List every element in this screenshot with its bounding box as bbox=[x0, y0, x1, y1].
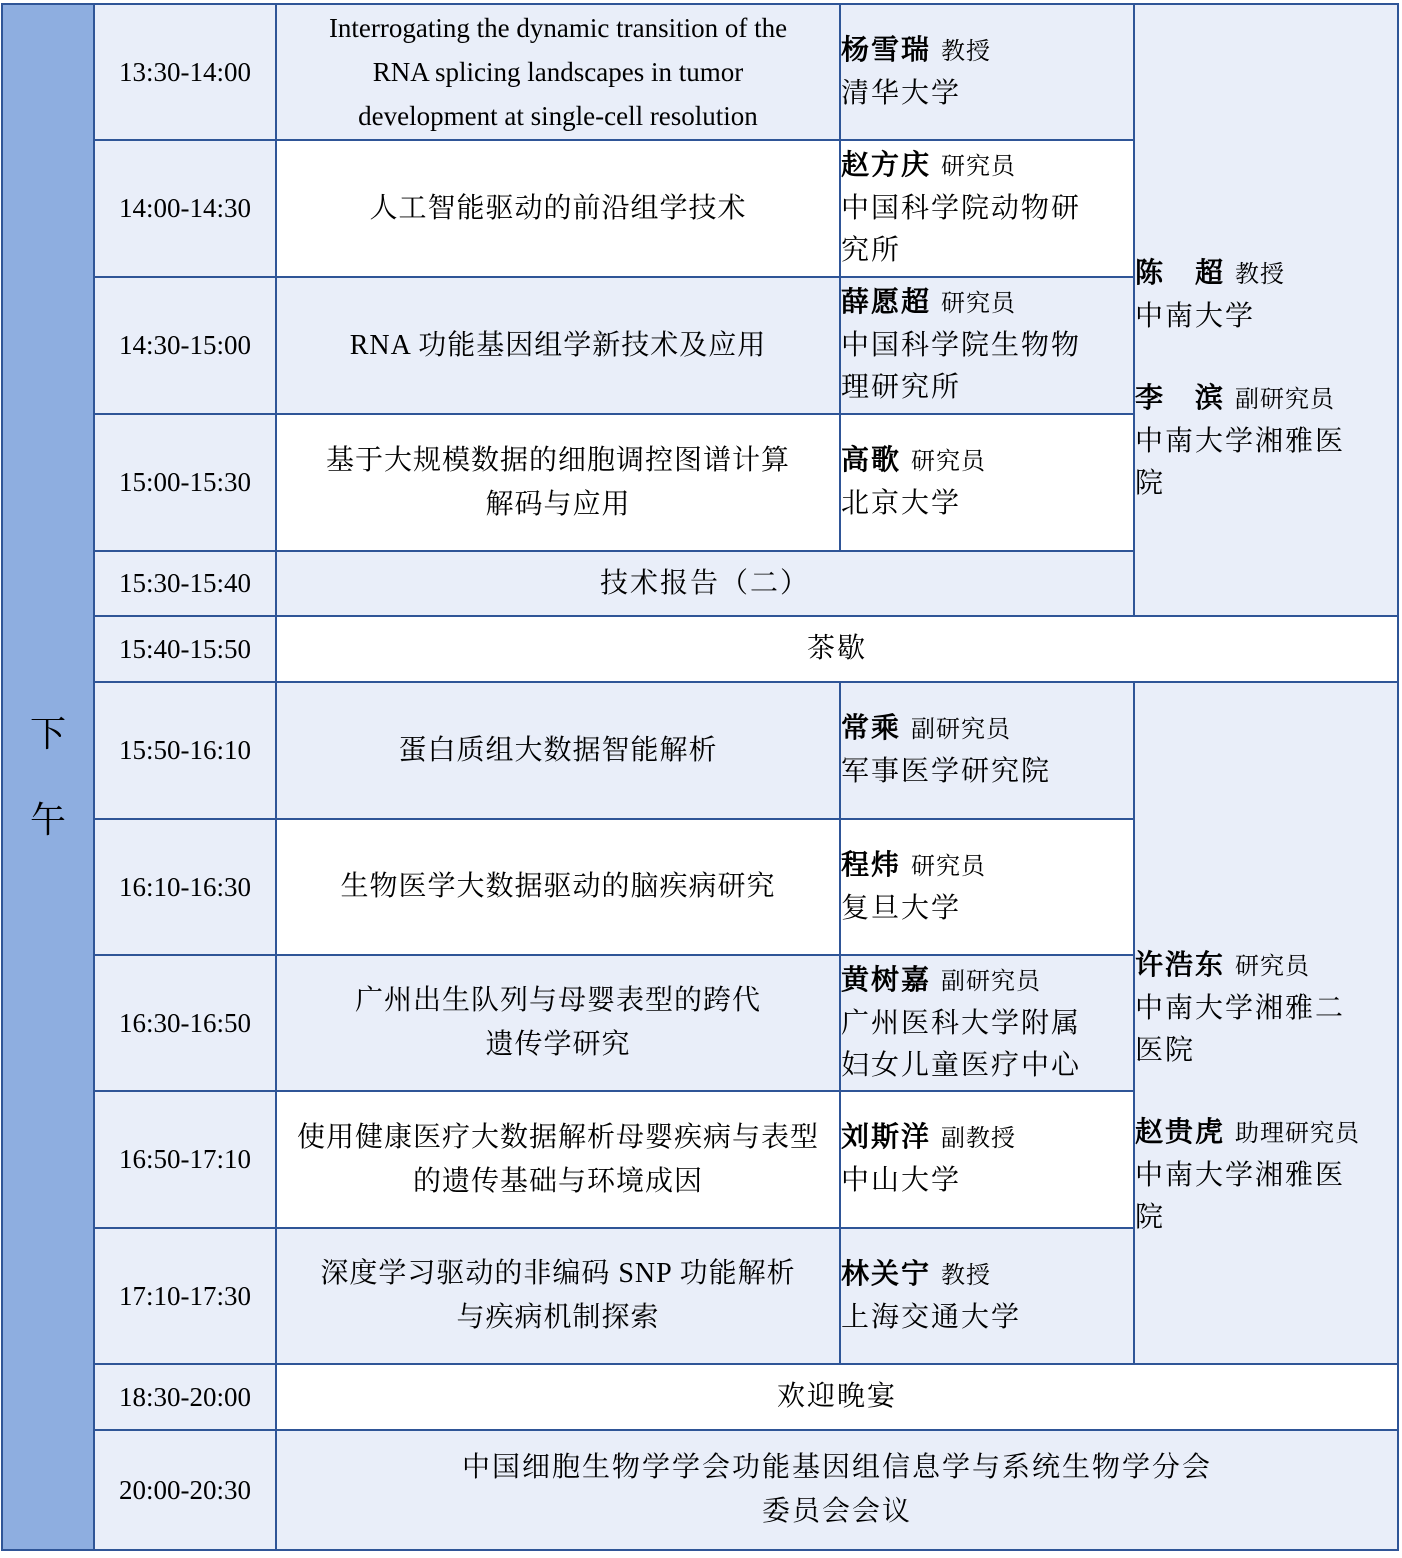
speaker-title: 副研究员 bbox=[911, 717, 1012, 743]
speaker-affiliation: 军事医学研究院 bbox=[841, 756, 1052, 787]
topic-line: RNA splicing landscapes in tumor bbox=[372, 57, 744, 87]
schedule-row bbox=[2, 682, 1398, 819]
period-char: 午 bbox=[29, 800, 66, 840]
schedule-row bbox=[2, 616, 1398, 682]
session-label: 技术报告（二） bbox=[599, 567, 810, 599]
session-label: 中国细胞生物学学会功能基因组信息学与系统生物学分会 bbox=[461, 1452, 1212, 1483]
time-cell: 15:30-15:40 bbox=[94, 551, 276, 616]
schedule-row bbox=[2, 4, 1398, 140]
speaker-cell bbox=[840, 140, 1134, 277]
topic-line: 使用健康医疗大数据解析母婴疾病与表型 bbox=[296, 1121, 819, 1153]
speaker-title: 研究员 bbox=[911, 853, 987, 880]
schedule-row bbox=[2, 1364, 1398, 1430]
topic-line: 人工智能驱动的前沿组学技术 bbox=[369, 192, 747, 224]
session-label: 委员会会议 bbox=[761, 1496, 912, 1527]
topic-line: Interrogating the dynamic transition of the bbox=[328, 13, 788, 43]
speaker-affiliation: 复旦大学 bbox=[841, 892, 962, 924]
topic-line: 蛋白质组大数据智能解析 bbox=[398, 734, 718, 766]
time-cell: 15:50-16:10 bbox=[94, 682, 276, 819]
topic-line: 广州出生队列与母婴表型的跨代 bbox=[354, 985, 761, 1016]
speaker-name: 常乘 bbox=[841, 713, 902, 744]
time-cell: 15:40-15:50 bbox=[94, 616, 276, 682]
schedule-row bbox=[2, 1430, 1398, 1550]
tea-break-cell bbox=[276, 616, 1398, 682]
speaker-title: 副研究员 bbox=[941, 968, 1042, 995]
time-cell: 18:30-20:00 bbox=[94, 1364, 276, 1430]
session-chair bbox=[1135, 253, 1397, 338]
speaker-cell bbox=[840, 682, 1134, 819]
topic-line: 与疾病机制探索 bbox=[456, 1302, 660, 1333]
speaker-affiliation: 理研究所 bbox=[841, 372, 962, 403]
speaker-name: 黄树嘉 bbox=[841, 964, 932, 996]
speaker-name: 高歌 bbox=[841, 445, 902, 476]
time-cell: 16:10-16:30 bbox=[94, 819, 276, 955]
topic-cell bbox=[276, 1228, 840, 1364]
topic-line: 基于大规模数据的细胞调控图谱计算 bbox=[325, 444, 790, 476]
session-chair bbox=[1135, 945, 1397, 1072]
speaker-affiliation: 中山大学 bbox=[841, 1165, 962, 1196]
speaker-title: 研究员 bbox=[911, 449, 987, 475]
speaker-affiliation: 中国科学院动物研 bbox=[841, 193, 1082, 224]
session-chair bbox=[1135, 378, 1397, 505]
topic-line: 的遗传基础与环境成因 bbox=[412, 1165, 703, 1197]
speaker-title: 研究员 bbox=[941, 291, 1017, 317]
time-cell: 14:00-14:30 bbox=[94, 140, 276, 277]
topic-cell bbox=[276, 819, 840, 955]
chair-name: 赵贵虎 bbox=[1135, 1117, 1226, 1148]
speaker-cell bbox=[840, 955, 1134, 1091]
speaker-cell bbox=[840, 1091, 1134, 1228]
topic-cell bbox=[276, 1091, 840, 1228]
chair-title: 教授 bbox=[1235, 262, 1286, 288]
speaker-name: 杨雪瑞 bbox=[841, 34, 932, 66]
speaker-affiliation: 北京大学 bbox=[841, 488, 962, 519]
committee-meeting-cell bbox=[276, 1430, 1398, 1550]
time-cell: 20:00-20:30 bbox=[94, 1430, 276, 1550]
speaker-cell bbox=[840, 1228, 1134, 1364]
speaker-cell bbox=[840, 4, 1134, 140]
speaker-affiliation: 究所 bbox=[841, 235, 902, 266]
topic-cell bbox=[276, 277, 840, 414]
topic-cell bbox=[276, 955, 840, 1091]
session-label: 欢迎晚宴 bbox=[776, 1381, 897, 1412]
speaker-title: 教授 bbox=[941, 1262, 992, 1289]
topic-cell bbox=[276, 4, 840, 140]
chair-affiliation: 中南大学 bbox=[1135, 301, 1256, 332]
period-char: 下 bbox=[29, 714, 66, 754]
topic-line: 遗传学研究 bbox=[485, 1029, 631, 1060]
topic-cell bbox=[276, 414, 840, 551]
chair-affiliation: 中南大学湘雅医 bbox=[1135, 1160, 1346, 1191]
speaker-affiliation: 上海交通大学 bbox=[841, 1301, 1022, 1333]
topic-line: RNA 功能基因组学新技术及应用 bbox=[349, 329, 767, 361]
time-cell: 14:30-15:00 bbox=[94, 277, 276, 414]
period-cell-afternoon bbox=[2, 4, 94, 1550]
afternoon-schedule-table bbox=[1, 3, 1399, 1551]
speaker-name: 赵方庆 bbox=[841, 150, 932, 181]
chair-name: 许浩东 bbox=[1135, 950, 1226, 981]
speaker-cell bbox=[840, 819, 1134, 955]
speaker-affiliation: 清华大学 bbox=[841, 77, 962, 109]
speaker-affiliation: 中国科学院生物物 bbox=[841, 330, 1082, 361]
chair-affiliation: 院 bbox=[1135, 1202, 1166, 1233]
speaker-title: 教授 bbox=[941, 38, 992, 65]
welcome-dinner-cell bbox=[276, 1364, 1398, 1430]
speaker-affiliation: 妇女儿童医疗中心 bbox=[841, 1049, 1082, 1081]
topic-line: 生物医学大数据驱动的脑疾病研究 bbox=[340, 871, 776, 902]
chair-name: 陈 超 bbox=[1135, 258, 1226, 289]
speaker-title: 副教授 bbox=[941, 1126, 1017, 1152]
topic-line: development at single-cell resolution bbox=[358, 101, 758, 131]
topic-line: 解码与应用 bbox=[485, 488, 631, 520]
topic-cell bbox=[276, 140, 840, 277]
speaker-cell bbox=[840, 414, 1134, 551]
chair-name: 李 滨 bbox=[1135, 383, 1226, 414]
time-cell: 15:00-15:30 bbox=[94, 414, 276, 551]
chair-title: 助理研究员 bbox=[1235, 1121, 1361, 1147]
speaker-name: 林关宁 bbox=[841, 1258, 932, 1290]
time-cell: 13:30-14:00 bbox=[94, 4, 276, 140]
session-chair-cell-1 bbox=[1134, 4, 1398, 616]
session-chair bbox=[1135, 1112, 1397, 1239]
speaker-affiliation: 广州医科大学附属 bbox=[841, 1007, 1082, 1039]
topic-line: 深度学习驱动的非编码 SNP 功能解析 bbox=[320, 1258, 796, 1289]
speaker-name: 程炜 bbox=[841, 849, 902, 881]
chair-title: 副研究员 bbox=[1235, 387, 1336, 413]
chair-title: 研究员 bbox=[1235, 954, 1311, 980]
session-chair-cell-2 bbox=[1134, 682, 1398, 1364]
chair-affiliation: 医院 bbox=[1135, 1035, 1196, 1066]
chair-affiliation: 院 bbox=[1135, 468, 1166, 499]
tech-report-cell bbox=[276, 551, 1134, 616]
time-cell: 17:10-17:30 bbox=[94, 1228, 276, 1364]
session-label: 茶歇 bbox=[806, 633, 867, 664]
speaker-name: 刘斯洋 bbox=[841, 1122, 932, 1153]
chair-affiliation: 中南大学湘雅二 bbox=[1135, 993, 1346, 1024]
speaker-title: 研究员 bbox=[941, 154, 1017, 180]
time-cell: 16:50-17:10 bbox=[94, 1091, 276, 1228]
speaker-cell bbox=[840, 277, 1134, 414]
chair-affiliation: 中南大学湘雅医 bbox=[1135, 426, 1346, 457]
time-cell: 16:30-16:50 bbox=[94, 955, 276, 1091]
topic-cell bbox=[276, 682, 840, 819]
speaker-name: 薛愿超 bbox=[841, 287, 932, 318]
